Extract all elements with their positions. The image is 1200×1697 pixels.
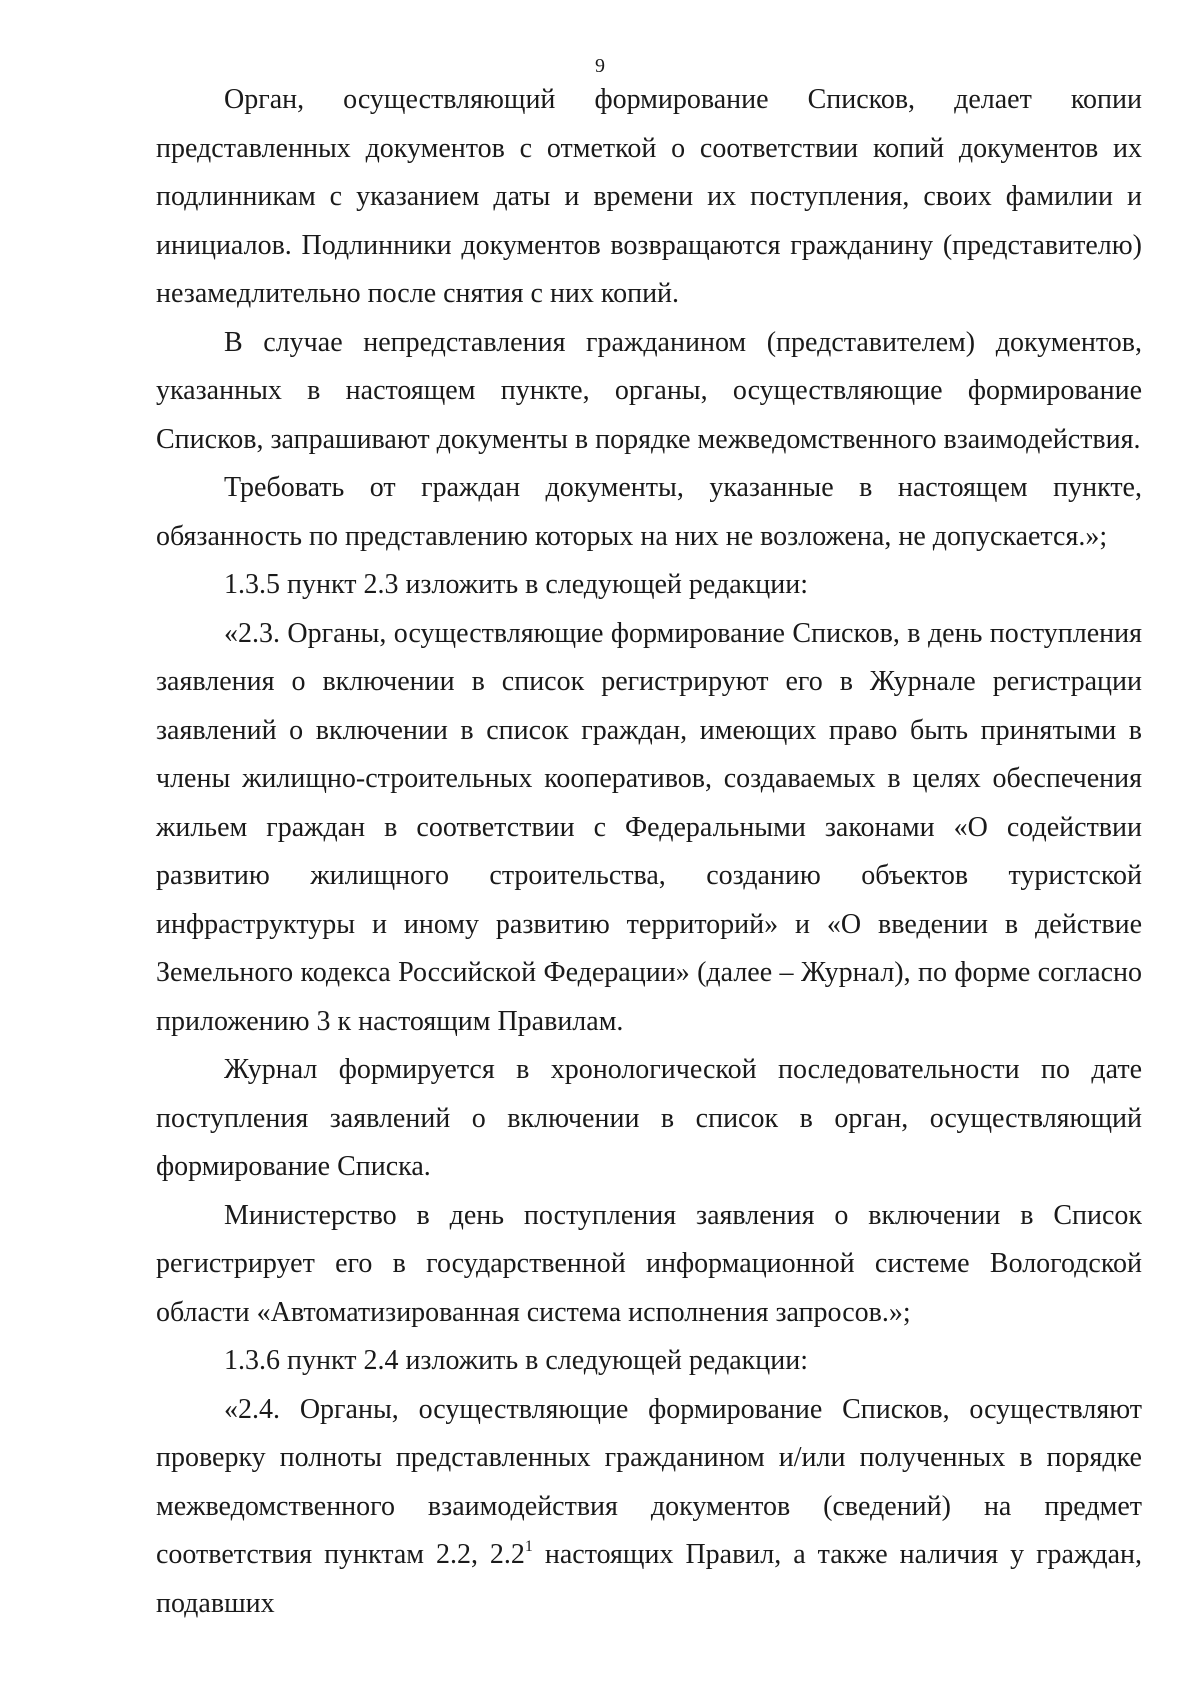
paragraph-copies: Орган, осуществляющий формирование Списков, делает копии представленных документов с отметкой о соответствии копий документов их подлинникам с указанием даты и времени их поступления, своих фамилии и инициалов. Подлинники документов возвращаются гражданину (представителю) незамедлительно после снятия с них копий. xyxy=(156,84,1142,309)
paragraph-interagency-request: В случае непредставления гражданином (представителем) документов, указанных в настоящем пункте, органы, осуществляющие формирование Списков, запрашивают документы в порядке межведомственного взаимодействия. xyxy=(156,326,1142,455)
paragraph-clause-2-4 xyxy=(156,1386,1142,1629)
paragraph-ministry: Министерство в день поступления заявления о включении в Список регистрирует его в государственной информационной системе Вологодской области «Автоматизированная система исполнения запросов.»; xyxy=(156,1199,1142,1328)
clause-2-4-text: «2.4. Органы, осуществляющие формирование Списков, осуществляют проверку полноты представленных гражданином и/или полученных в порядке межведомственного взаимодействия документов (сведений) на предмет соответствия пунктам 2.2, 2.2 xyxy=(156,1393,1142,1570)
clause-2-4-text-end: настоящих Правил, а также наличия у граждан, подавших xyxy=(156,1539,1142,1619)
paragraph-clause-2-3: «2.3. Органы, осуществляющие формирование Списков, в день поступления заявления о включении в список регистрируют его в Журнале регистрации заявлений о включении в список граждан, имеющих право быть принятыми в члены жилищно-строительных кооперативов, создаваемых в целях обеспечения жильем граждан в соответствии с Федеральными законами «О содействии развитию жилищного строительства, созданию объектов туристской инфраструктуры и иному развитию территорий» и «О введении в действие Земельного кодекса Российской Федерации» (далее – Журнал), по форме согласно приложению 3 к настоящим Правилам. xyxy=(156,617,1142,1037)
document-body xyxy=(156,76,1142,1628)
paragraph-journal: Журнал формируется в хронологической последовательности по дате поступления заявлений о включении в список в орган, осуществляющий формирование Списка. xyxy=(156,1054,1142,1182)
paragraph-prohibition: Требовать от граждан документы, указанные в настоящем пункте, обязанность по представлению которых на них не возложена, не допускается.»; xyxy=(156,472,1142,552)
superscript-one: 1 xyxy=(524,1537,533,1555)
paragraph-item-1-3-5: 1.3.5 пункт 2.3 изложить в следующей редакции: xyxy=(224,569,808,600)
page-number: 9 xyxy=(595,55,605,77)
paragraph-item-1-3-6: 1.3.6 пункт 2.4 изложить в следующей редакции: xyxy=(224,1345,808,1376)
